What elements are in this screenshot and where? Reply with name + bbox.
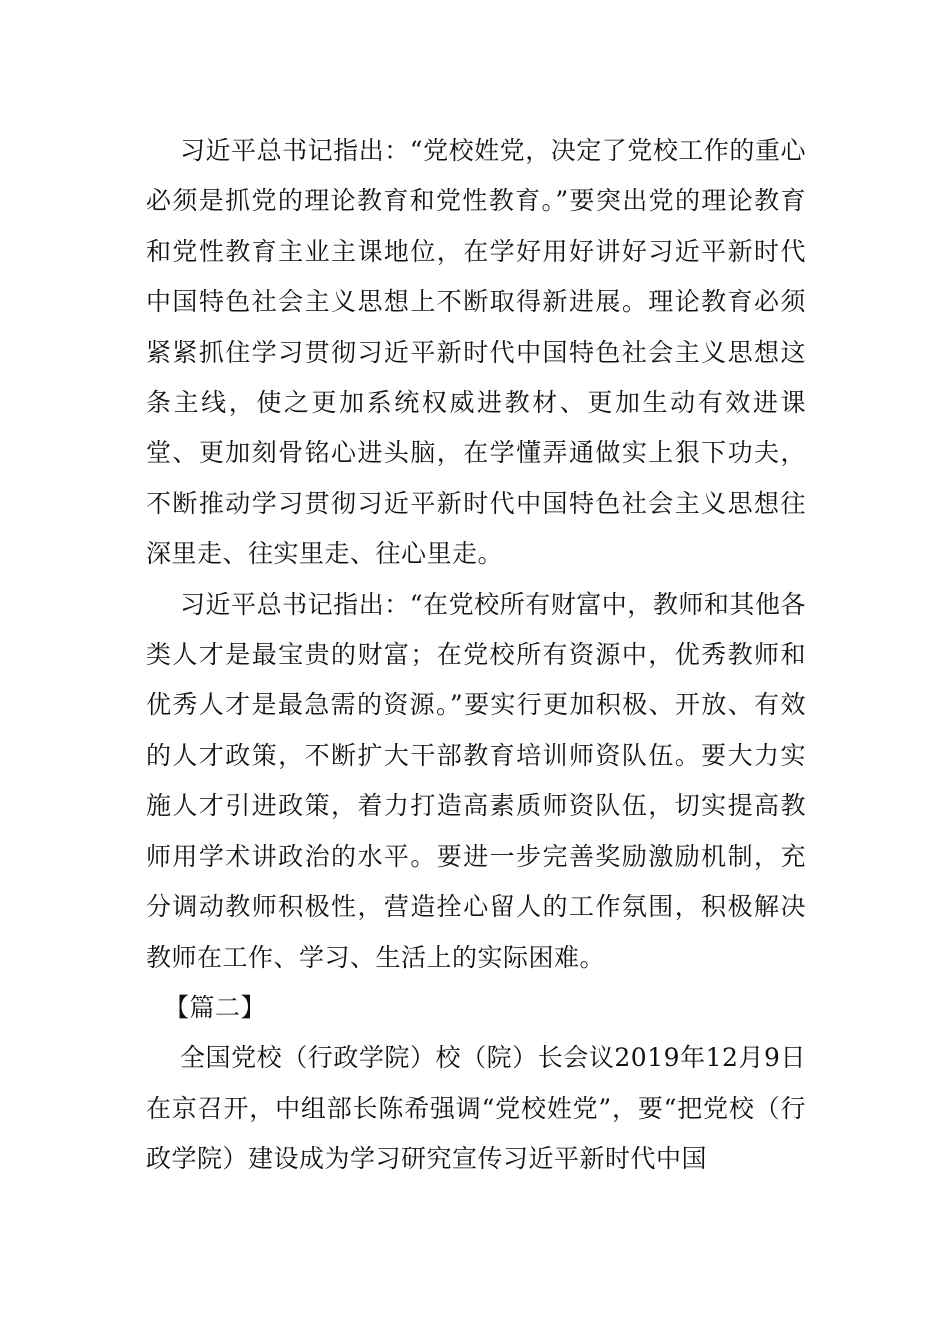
section-heading: 【篇二】 — [164, 992, 267, 1022]
paragraph-1: 习近平总书记指出：“党校姓党，决定了党校工作的重心必须是抓党的理论教育和党性教育。”要突出党的理论教育和党性教育主业主课地位，在学好用好讲好习近平新时代中国特色社会主义思想上不断取得新进展。理论教育必须紧紧抓住学习贯彻习近平新时代中国特色社会主义思想这条主线，使之更加系统权威进教材、更加生动有效进课堂、更加刻骨铭心进头脑，在学懂弄通做实上狠下功夫，不断推动学习贯彻习近平新时代中国特色社会主义思想往深里走、往实里走、往心里走。 — [146, 136, 806, 569]
paragraph-2: 习近平总书记指出：“在党校所有财富中，教师和其他各类人才是最宝贵的财富；在党校所有资源中，优秀教师和优秀人才是最急需的资源。”要实行更加积极、开放、有效的人才政策，不断扩大干部教育培训师资队伍。要大力实施人才引进政策，着力打造高素质师资队伍，切实提高教师用学术讲政治的水平。要进一步完善奖励激励机制，充分调动教师积极性，营造拴心留人的工作氛围，积极解决教师在工作、学习、生活上的实际困难。 — [146, 589, 806, 972]
paragraph-3: 全国党校（行政学院）校（院）长会议2019年12月9日在京召开，中组部长陈希强调“党校姓党”，要“把党校（行政学院）建设成为学习研究宣传习近平新时代中国 — [146, 1043, 806, 1174]
document-body — [146, 126, 806, 1185]
